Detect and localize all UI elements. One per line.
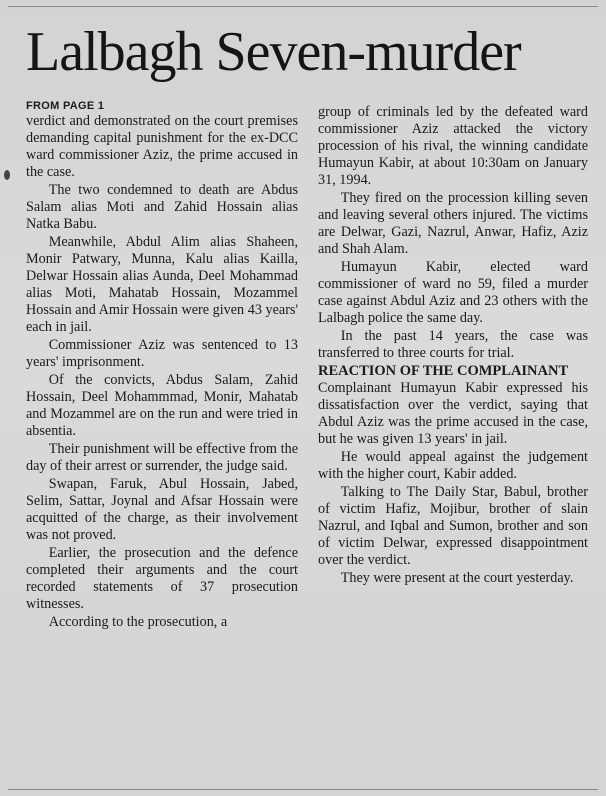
paragraph: He would appeal against the judgement with the higher court, Kabir added. [318,449,588,482]
headline: Lalbagh Seven-murder [26,21,521,83]
paragraph: group of criminals led by the defeated ward commissioner Aziz attacked the victory procession of his rival, the winning candidate Humayun Kabir, at about 10:30am on January 31, 1994. [318,104,588,188]
subhead: REACTION OF THE COMPLAINANT [318,363,569,379]
paragraph: The two condemned to death are Abdus Salam alias Moti and Zahid Hossain alias Natka Babu. [26,182,298,232]
margin-mark [4,170,10,180]
paragraph: They fired on the procession killing seven and leaving several others injured. The victims are Delwar, Gazi, Nazrul, Anwar, Hafiz, Aziz and Shah Alam. [318,190,588,257]
paragraph: verdict and demonstrated on the court premises demanding capital punishment for the ex-DCC ward commissioner Aziz, the prime accused in the case. [26,113,298,180]
paragraph: Of the convicts, Abdus Salam, Zahid Hossain, Deel Mohammmad, Monir, Mahatab and Mozammel are on the run and were tried in absentia. [26,372,298,439]
paragraph: Their punishment will be effective from the day of their arrest or surrender, the judge said. [26,441,298,474]
paragraph: Meanwhile, Abdul Alim alias Shaheen, Monir Patwary, Munna, Kalu alias Kailla, Delwar Hossain alias Aunda, Deel Mohammad alias Moti, Mahatab Hossain, Mozammel Hossain and Amir Hossain were given 43 years' each in jail. [26,234,298,335]
paragraph: In the past 14 years, the case was transferred to three courts for trial. [318,328,588,361]
top-rule [8,6,598,7]
bottom-rule [8,789,598,790]
paragraph: Swapan, Faruk, Abul Hossain, Jabed, Selim, Sattar, Joynal and Afsar Hossain were acquitted of the charge, as their involvement was not proved. [26,476,298,543]
paragraph: They were present at the court yesterday. [340,570,574,586]
left-column [26,100,298,776]
paragraph: According to the prosecution, a [48,614,228,630]
paragraph: Earlier, the prosecution and the defence completed their arguments and the court recorded statements of 37 prosecution witnesses. [26,545,298,612]
from-page-label: FROM PAGE 1 [26,100,105,112]
paragraph: Humayun Kabir, elected ward commissioner of ward no 59, filed a murder case against Abdul Aziz and 23 others with the Lalbagh police the same day. [318,259,588,326]
right-column [318,104,588,776]
paragraph: Commissioner Aziz was sentenced to 13 years' imprisonment. [26,337,298,370]
paragraph: Talking to The Daily Star, Babul, brother of victim Hafiz, Mojibur, brother of slain Nazrul, and Iqbal and Sumon, brother and son of victim Delwar, expressed disappointment over the verdict. [318,484,588,568]
paragraph: Complainant Humayun Kabir expressed his dissatisfaction over the verdict, saying that Abdul Aziz was the prime accused in the case, but he was given 13 years' in jail. [318,380,588,447]
